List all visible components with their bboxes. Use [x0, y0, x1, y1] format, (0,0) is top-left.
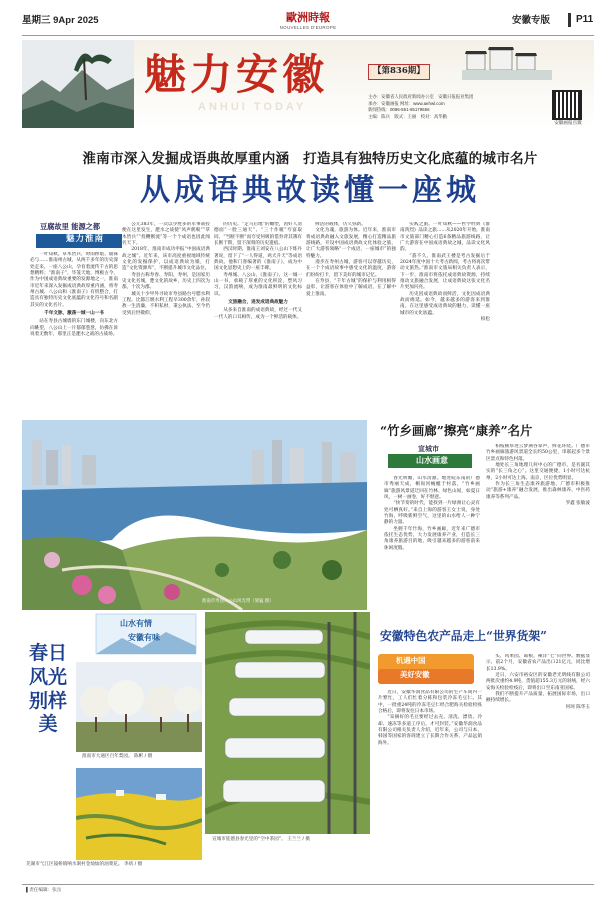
qr-code [552, 90, 582, 120]
issue-date: 星期三 9Apr 2025 [22, 15, 99, 26]
bamboo-column-1 [384, 476, 480, 616]
spring-scenery-feature [22, 612, 202, 882]
paragraph: 鲜活的载体，历久弥新。 [315, 222, 366, 227]
article-column-1 [30, 252, 118, 412]
export-headline: 安徽特色农产品走上“世界货架” [380, 629, 547, 643]
newspaper-logo-subtitle: NOUVELLES D'EUROPE [279, 25, 337, 30]
byline: 罗鑫 张敏波 [565, 500, 590, 506]
vertical-feature-title: 春日风光别样美 [28, 642, 67, 736]
byline: 柏松 [480, 316, 490, 322]
paragraph: 近日，六安市裕安区的安徽老光明线有限公司两批次重约4.9吨、货值超155.3万元的羽绒，经六安海关检验检疫后，即将出口至东南亚国家。 [486, 672, 590, 691]
newspaper-logo: 歐洲時報 [286, 11, 330, 24]
huizhou-houses-image [462, 40, 552, 80]
photo-caption: 芜湖市弋江区镜桥镇响水涧村金灿灿的油菜花。 李靖 / 摄 [26, 862, 143, 867]
credit-line: 承办：安徽画报 网址：www.aehwl.com [368, 100, 445, 106]
paragraph: 城关十少甲外寻故市寿县路台号腊水利工程。比都江堰水利工程早300余年，孙叔敖一生清廉，不积私财，秉公执法，至今仍受到后世敬仰。 [122, 291, 210, 316]
article-subheadline: 淮南市深入发掘成语典故厚重内涵 打造具有独特历史文化底蕴的城市名片 [82, 151, 538, 167]
credit-line: 新闻热线：0086-551-65179656 [368, 107, 430, 113]
page-header [22, 8, 594, 36]
paragraph: 在寿县，“千年古城”的保护与利用相得益彰，让游客在体验中了解成语，在了解中爱上淮南。 [306, 278, 396, 297]
export-column-1 [378, 690, 482, 880]
paragraph: 从多来自淮南的成语典故，经过一代又一代人的口耳相传，成为一个鲜活的载体。 [214, 308, 302, 320]
page-footer [22, 884, 594, 894]
paragraph: “荔不久，淮南武王楼是考古发掘后于2024年度中国十大考古新闻，考古将再次带动文旅热。”淮南市文旅局相关负责人表示，下一步，淮南市将依托成语典故资源，持续推动文旅融合发展，让成语典故这张文化名片更加闪亮。 [400, 253, 490, 291]
section-name: 安徽专版 [512, 15, 551, 26]
column-title: 魅力安徽 [144, 50, 329, 99]
pine-mountain-image [22, 40, 134, 128]
opportunity-china-badge [376, 652, 476, 686]
paragraph: “快节奏的时代，能找到一片绿洲让心灵有处可栖真好。”来自上海的游客王女士说，身处竹海，呼吸新鲜空气，这里的山水给人一种宁静的力量。 [384, 501, 480, 526]
editor-credit: ▌责任编辑：张岳 [26, 887, 62, 892]
section-subheading: 文旅融合，进发成语典故魅力 [228, 299, 288, 305]
paragraph: 近日，安徽华润食品有限公司的生产车间内一片繁忙，工人们忙着分拣和包装冷冻毛豆仁。其中，一批重24吨的冷冻毛豆仁经合肥海关检验检疫合格后，即将发往日本市场。 [378, 690, 482, 714]
tea-garden-photo [205, 612, 370, 834]
photo-caption: 淮南市大通区百年梨园。 陈彬 / 摄 [82, 754, 153, 759]
bamboo-headline: “竹乡画廊”擦亮“康养”名片 [380, 423, 533, 438]
page-divider-bar [568, 13, 571, 27]
credit-line: 主办：安徽省人民政府新闻办公室 安徽日报报业集团 [368, 94, 474, 99]
credit-line: 主编：陈兵 版式：王丽 校对：高华勤 [368, 113, 448, 119]
paragraph: 历史因成语典故而鲜活，文化因成语典故而绵延。如今，越来越多的游客来到淮南，在这里感受成语典故的魅力，读懂一座城市的文化底蕴。 [400, 291, 490, 316]
tea-garden-image [205, 612, 370, 834]
paragraph: 我们不断提升产品质量，拓展国际市场，出口额持续增长。 [486, 691, 590, 704]
paragraph: 作为长三角生态康养旅游地，广德市积极推动“旅游+康养”融合发展，推出森林康养、中医药康养等系列产品。 [486, 481, 590, 500]
article-column-3 [214, 222, 302, 412]
paragraph: 柏枝顿厚进云梦满谷掌声，鲜花环绕。广德市竹乡画廊旅游风景道全长约50公里，串联起多个景区景点和特色村落。 [486, 444, 590, 462]
paragraph: 坐拥千年竹海，竹乡画廊，近年来广德市依托生态优势，大力发展康养产业，打造长三角康养旅游目的地，吸引越来越多的游客前来休闲度假。 [384, 526, 480, 551]
byline: 何珂 陈华玉 [565, 704, 590, 710]
paragraph: 公元383年，一次以少胜多的军事战役便在这里发生，淝水之战使“风声鹤唳”“草木皆兵”“投鞭断流”等一个个成语也因此闻名天下。 [122, 222, 210, 246]
photo-caption: 宣城市旌德县春光里的“空中茶园”。 王兰兰 / 摄 [212, 837, 310, 842]
paragraph: 一叶知秋、草木皆兵、时雨秽堪、锱铢必与……淮南州古城，从两千多年的历史深处走来，一座八公山，孕育着流传千古的思想精粹；“淮南子”，毕笼天地，博极古今，作为中国成语典故重要的发源地之一，淮南市近年来深入发掘成语典故厚重内涵，将寿州古城、八公山和《淮南子》有机整合，打造具有独特历史文化底蕴的文化符号和名副其实的文化名片。 [30, 252, 118, 308]
bamboo-column-2 [486, 444, 590, 616]
paragraph: 地处长三角地理几何中心的广德市，是名副其实的“长三角之心”。这里交通便捷，1小时可达杭州，2小时可达上海、南京，区位优势明显。 [486, 462, 590, 481]
rapeseed-flowers-photo [76, 768, 202, 860]
masthead-credits [368, 94, 518, 120]
badge-bottom-text: 美好安徽 [400, 670, 430, 679]
qr-caption: 安徽画报官微 [554, 120, 582, 125]
paragraph: 寿县古称寿春、寿阳、寿州，是国家历史文化名城，楚文化的故乡，历史上四次为都，十次为郡。 [122, 272, 210, 291]
badge-label: 山水画意 [416, 455, 448, 465]
paragraph: 的历史。“走马后地”的雕塑，因好人清德面“一脸三通天”、“三十作履”夸富取同、“当断不断”而夸受何吸的借券背其簿有长断于斯，留下深刻的历史遗痕。 [214, 222, 302, 246]
badge-label: 魅力淮南 [66, 234, 105, 244]
section-subheading: 千年文脉，激荡一城一山一书 [44, 310, 104, 316]
paragraph: 漫步在寿州古城，游客可以穿越历史，在一个个成语故事中感受文化的温度，游客们纷纷打卡，留下美好的城市记忆。 [306, 259, 396, 278]
article-headline: 从成语典故读懂一座城 [140, 173, 480, 208]
lake-city-image [22, 420, 367, 610]
xuancheng-badge [384, 444, 472, 470]
lake-photo-caption: 淮南市寿县八公山风光带（梁猛 摄） [202, 598, 274, 603]
paragraph: 寿州城、八公山、《淮南子》，这一城一山一书，承载了厚重的文化积淀，塑风习习，汉韵流响，成为淮南最鲜明的文化标识。 [214, 272, 302, 297]
banner-bottom-text: 安徽有味 [128, 633, 160, 642]
huainan-badge [30, 222, 122, 250]
paragraph: 实践之旅。一叶知秋——哲学经典《淮南鸿烈》品读之旅……从2020年开始，淮南市文旅部门精心打造6条精品旅游线路，让广大游客在中国成语典故之城，品读文化风韵。 [400, 222, 490, 253]
pear-orchard-photo [76, 662, 202, 752]
badge-tagline: 宣城市 [418, 444, 439, 453]
lake-city-photo [22, 420, 367, 610]
paragraph: 2018年，淮南市成功申报“中国成语典故之城”。近年来，该市高度重视地域传统文化的发掘保护，以成语典故为媒，打造“文化资源库”，不断提升城市文化品位。 [122, 247, 210, 272]
masthead [22, 40, 594, 128]
article-column-5 [400, 222, 490, 412]
issue-number: 【第836期】 [368, 64, 430, 80]
paragraph: “采摘好的毛豆要经过去壳、清洗、漂烫、冷却、速冻等多道工序后，才可封装。”安徽华润食品有限公司相关负责人介绍，近年来，公司与日本、韩国等国家的客商建立了长期合作关系，产品远销海外。 [378, 715, 482, 746]
page-number: P11 [576, 14, 594, 25]
article-column-4 [306, 222, 396, 412]
paragraph: 文化为魂，旅游为体。近年来，淮南市将成语典故融入文旅发展，精心打造精品旅游线路，开设中国成语典故文化体验之旅，让广大游客领略“一个成语，一座城市”的独特魅力。 [306, 228, 396, 259]
badge-top-text: 机遇中国 [396, 656, 426, 665]
paragraph: 头、风果园、葛根、辣洋“七”向世界。数据显示，前2个月，安徽省农产品出口21亿元，同比增长13.9%。 [486, 654, 590, 672]
badge-tagline: 豆腐故里 能源之都 [40, 222, 101, 231]
column-subtitle: ANHUI TODAY [198, 101, 307, 113]
paragraph: 春光明媚，山水清澈。地处皖东南的广德市秀丽天成，桐岗河蜿蜒于村落，“竹乡画廊”旅游风景道迂回在竹林、绿色山间，如夏日风，一树一画卷，好不惬意。 [384, 476, 480, 500]
paragraph: 站在寿县古城墙的东门城楼，向东北方向眺望，八公山上一片郁郁葱葱，仿佛在诉说着无数年，那里正是淝水之战的古战场。 [30, 319, 118, 337]
article-column-2 [122, 222, 210, 412]
paragraph: 西汉时期，淮南王刘安在八公山下炼丹著说，留下了“一人得道，鸡犬升天”等成语典故。他和门客编著的《淮南子》，成为中国文化思想史上的一座丰碑。 [214, 247, 302, 272]
export-column-2 [486, 654, 590, 880]
banner-top-text: 山水有情 [120, 619, 152, 628]
